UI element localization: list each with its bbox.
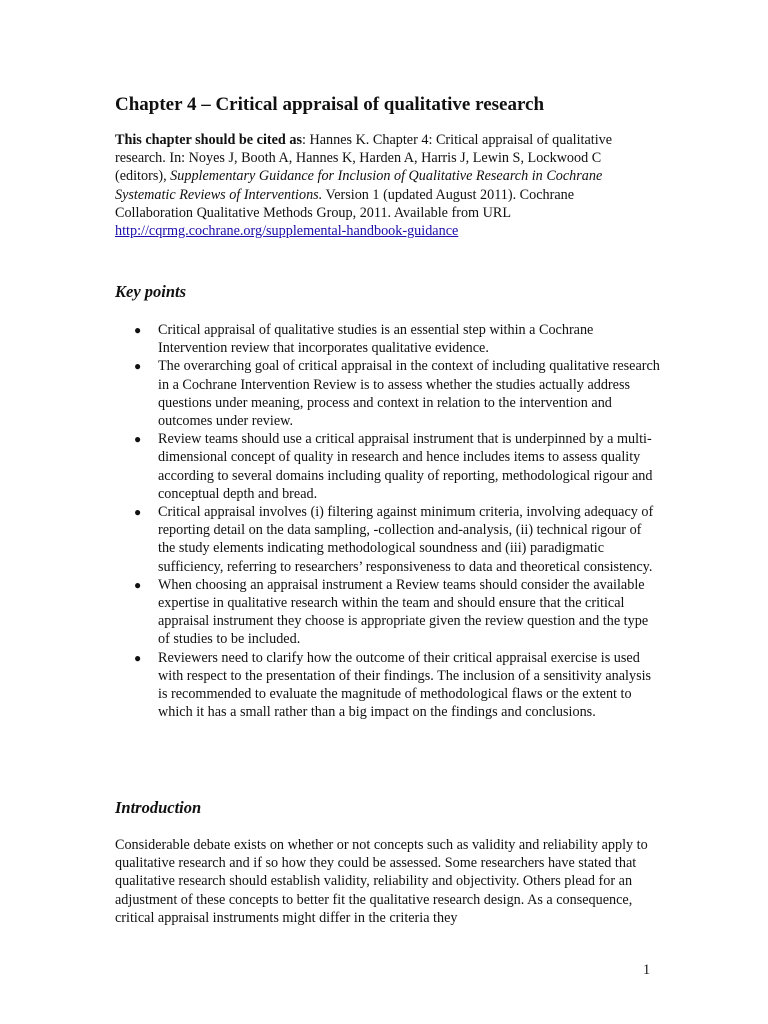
key-point-item [115, 503, 660, 576]
key-point-text: When choosing an appraisal instrument a Review teams should consider the available expertise in qualitative research within the team and should ensure that the critical appraisal instrument they choose is appropriate given the review question and the type of studies to be included. [158, 576, 649, 648]
key-point-text: Reviewers need to clarify how the outcome of their critical appraisal exercise is used with respect to the presentation of their findings. The inclusion of a sensitivity analysis is recommended to evaluate the magnitude of methodological flaws or the extent to which it has a small rather than a big impact on the findings and conclusions. [158, 649, 652, 721]
bullet-icon: ● [134, 577, 142, 592]
citation-book-title: Supplementary Guidance for Inclusion of Qualitative Research in Cochrane Systematic Reviews of Interventions. [115, 168, 603, 203]
introduction-heading: Introduction [115, 798, 202, 817]
chapter-title: Chapter 4 – Critical appraisal of qualitative research [115, 94, 545, 115]
key-point-item [115, 576, 660, 649]
bullet-icon: ● [134, 505, 142, 520]
key-point-text: Critical appraisal of qualitative studies is an essential step within a Cochrane Intervention review that incorporates qualitative evidence. [158, 322, 594, 357]
citation-text-b: Version 1 (updated August 2011). Cochrane Collaboration Qualitative Methods Group, 2011. Available from URL [115, 186, 575, 221]
key-point-item [115, 357, 660, 430]
bullet-icon: ● [134, 323, 142, 337]
citation-url-link[interactable]: http://cqrmg.cochrane.org/supplemental-handbook-guidance [115, 223, 459, 240]
key-point-text: The overarching goal of critical appraisal in the context of including qualitative research in a Cochrane Intervention Review is to assess whether the studies actually address questions under meaning, process and context in relation to the intervention and outcomes under review. [158, 358, 660, 430]
citation-lead: This chapter should be cited as [115, 132, 302, 148]
key-point-item [115, 321, 660, 357]
page-number: 1 [643, 962, 651, 978]
bullet-icon: ● [134, 650, 142, 665]
bullet-icon: ● [134, 432, 142, 447]
key-point-item [115, 430, 660, 503]
key-points-list [115, 321, 660, 721]
introduction-paragraph: Considerable debate exists on whether or not concepts such as validity and reliability apply to qualitative research and if so how they could be assessed. Some researchers have stated that qualitative research should establish validity, reliability and objectivity. Others plead for an adjustment of these concepts to better fit the qualitative research design. As a consequence, critical appraisal instruments might differ in the criteria they [115, 837, 648, 926]
key-points-heading: Key points [115, 282, 187, 301]
citation-colon: : [301, 132, 310, 148]
citation-block [115, 131, 655, 240]
bullet-icon: ● [134, 359, 142, 374]
citation-text-a: Hannes K. Chapter 4: Critical appraisal of qualitative research. In: Noyes J, Booth A, Hannes K, Harden A, Harris J, Lewin S, Lockwood C (editors), [115, 132, 613, 185]
key-point-text: Review teams should use a critical appraisal instrument that is underpinned by a multi-dimensional concept of quality in research and hence includes items to assess quality according to several domains including quality of reporting, methodological rigour and conceptual depth and bread. [158, 431, 653, 502]
key-point-item [115, 649, 660, 722]
key-point-text: Critical appraisal involves (i) filtering against minimum criteria, involving adequacy of reporting detail on the data sampling, -collection and-analysis, (ii) technical rigour of the study elements indicating methodological soundness and (iii) paradigmatic sufficiency, referring to researchers’ responsiveness to data and theoretical consistency. [158, 504, 654, 575]
